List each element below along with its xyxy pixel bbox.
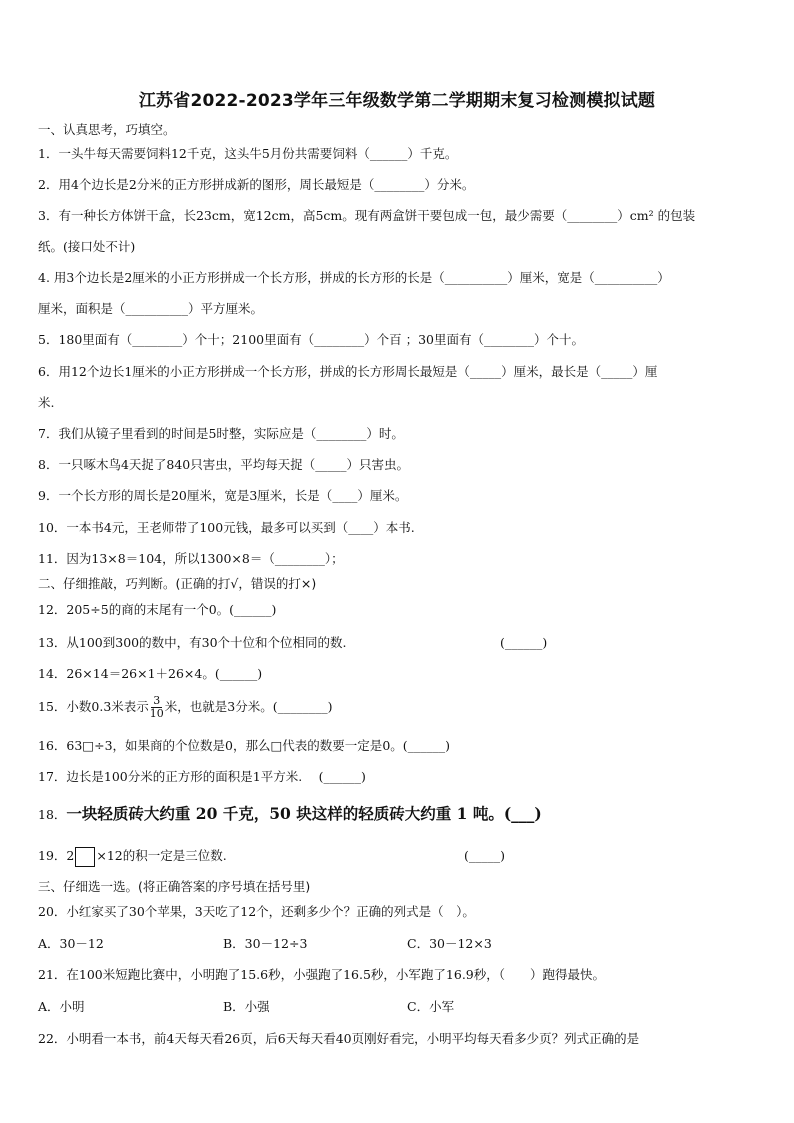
section-3-heading: 三、仔细选一选。(将正确答案的序号填在括号里) — [38, 879, 311, 894]
question-15 — [38, 693, 760, 721]
question-4-line-1: 4. 用3个边长是2厘米的小正方形拼成一个长方形，拼成的长方形的长是（__________）厘米，宽是（__________） — [38, 270, 670, 285]
question-3-line-2: 纸。(接口处不计) — [38, 239, 136, 254]
question-5: 5．180里面有（________）个十；2100里面有（________）个百 ；30里面有（________）个十。 — [38, 332, 585, 347]
question-13-answer-blank: (______) — [500, 635, 548, 650]
question-20-option-b: B．30－12÷3 — [223, 936, 308, 951]
question-11: 11．因为13×8＝104，所以1300×8＝（________）； — [38, 551, 344, 566]
question-19-suffix: ×12的积一定是三位数. — [96, 848, 227, 863]
question-21-option-b: B．小强 — [223, 999, 270, 1014]
question-19-answer-blank: (_____) — [464, 848, 506, 863]
question-20-option-c: C．30－12×3 — [407, 936, 492, 951]
question-21-option-c: C．小军 — [407, 999, 455, 1014]
question-13-text: 13．从100到300的数中，有30个十位和个位相同的数. — [38, 635, 347, 650]
question-15-prefix: 15．小数0.3米表示 — [38, 699, 149, 714]
question-9: 9．一个长方形的周长是20厘米，宽是3厘米，长是（____）厘米。 — [38, 488, 408, 503]
question-8: 8．一只啄木鸟4天捉了840只害虫，平均每天捉（_____）只害虫。 — [38, 457, 410, 472]
question-21: 21．在100米短跑比赛中，小明跑了15.6秒，小强跑了16.5秒，小军跑了16.9秒，（ ）跑得最快。 — [38, 967, 606, 982]
question-17: 17．边长是100分米的正方形的面积是1平方米. (______) — [38, 769, 366, 784]
question-18 — [38, 803, 760, 826]
question-6-line-1: 6．用12个边长1厘米的小正方形拼成一个长方形，拼成的长方形周长最短是（_____）厘米，最长是（_____）厘 — [38, 364, 658, 379]
question-10: 10．一本书4元，王老师带了100元钱，最多可以买到（____）本书. — [38, 520, 415, 535]
question-13 — [38, 634, 760, 652]
question-21-option-a: A．小明 — [38, 999, 85, 1014]
blank-digit-box — [75, 847, 95, 867]
question-2: 2．用4个边长是2分米的正方形拼成新的图形，周长最短是（________）分米。 — [38, 177, 475, 192]
question-20: 20．小红家买了30个苹果，3天吃了12个，还剩多少个？正确的列式是（ ）。 — [38, 904, 475, 919]
question-3-line-1: 3．有一种长方体饼干盒，长23cm，宽12cm，高5cm。现有两盒饼干要包成一包，最少需要（________）cm² 的包装 — [38, 208, 696, 223]
question-18-number: 18． — [38, 807, 67, 822]
question-1: 1．一头牛每天需要饲料12千克，这头牛5月份共需要饲料（______）千克。 — [38, 146, 458, 161]
fraction-three-tenths — [150, 695, 164, 720]
fraction-denominator: 10 — [149, 707, 164, 720]
question-15-suffix: 米，也就是3分米。(________) — [164, 699, 333, 714]
question-19-prefix: 19．2 — [38, 848, 75, 863]
question-19 — [38, 845, 760, 867]
fraction-numerator: 3 — [153, 694, 161, 707]
exam-title: 江苏省2022-2023学年三年级数学第二学期期末复习检测模拟试题 — [138, 91, 656, 111]
section-2-heading: 二、仔细推敲，巧判断。(正确的打√，错误的打×) — [38, 576, 317, 591]
question-12: 12．205÷5的商的末尾有一个0。(______) — [38, 602, 277, 617]
question-22: 22．小明看一本书，前4天每天看26页，后6天每天看40页刚好看完，小明平均每天看多少页？列式正确的是 — [38, 1031, 640, 1046]
question-6-line-2: 米. — [38, 395, 55, 410]
section-1-heading: 一、认真思考，巧填空。 — [38, 122, 176, 137]
question-20-option-a: A．30－12 — [38, 936, 104, 951]
question-18-text: 一块轻质砖大约重 20 千克，50 块这样的轻质砖大约重 1 吨。(___) — [66, 804, 542, 823]
question-7: 7．我们从镜子里看到的时间是5时整，实际应是（________）时。 — [38, 426, 404, 441]
question-16: 16．63□÷3，如果商的个位数是0，那么□代表的数要一定是0。(______) — [38, 738, 451, 753]
question-14: 14．26×14＝26×1＋26×4。(______) — [38, 666, 263, 681]
question-4-line-2: 厘米，面积是（__________）平方厘米。 — [38, 301, 264, 316]
